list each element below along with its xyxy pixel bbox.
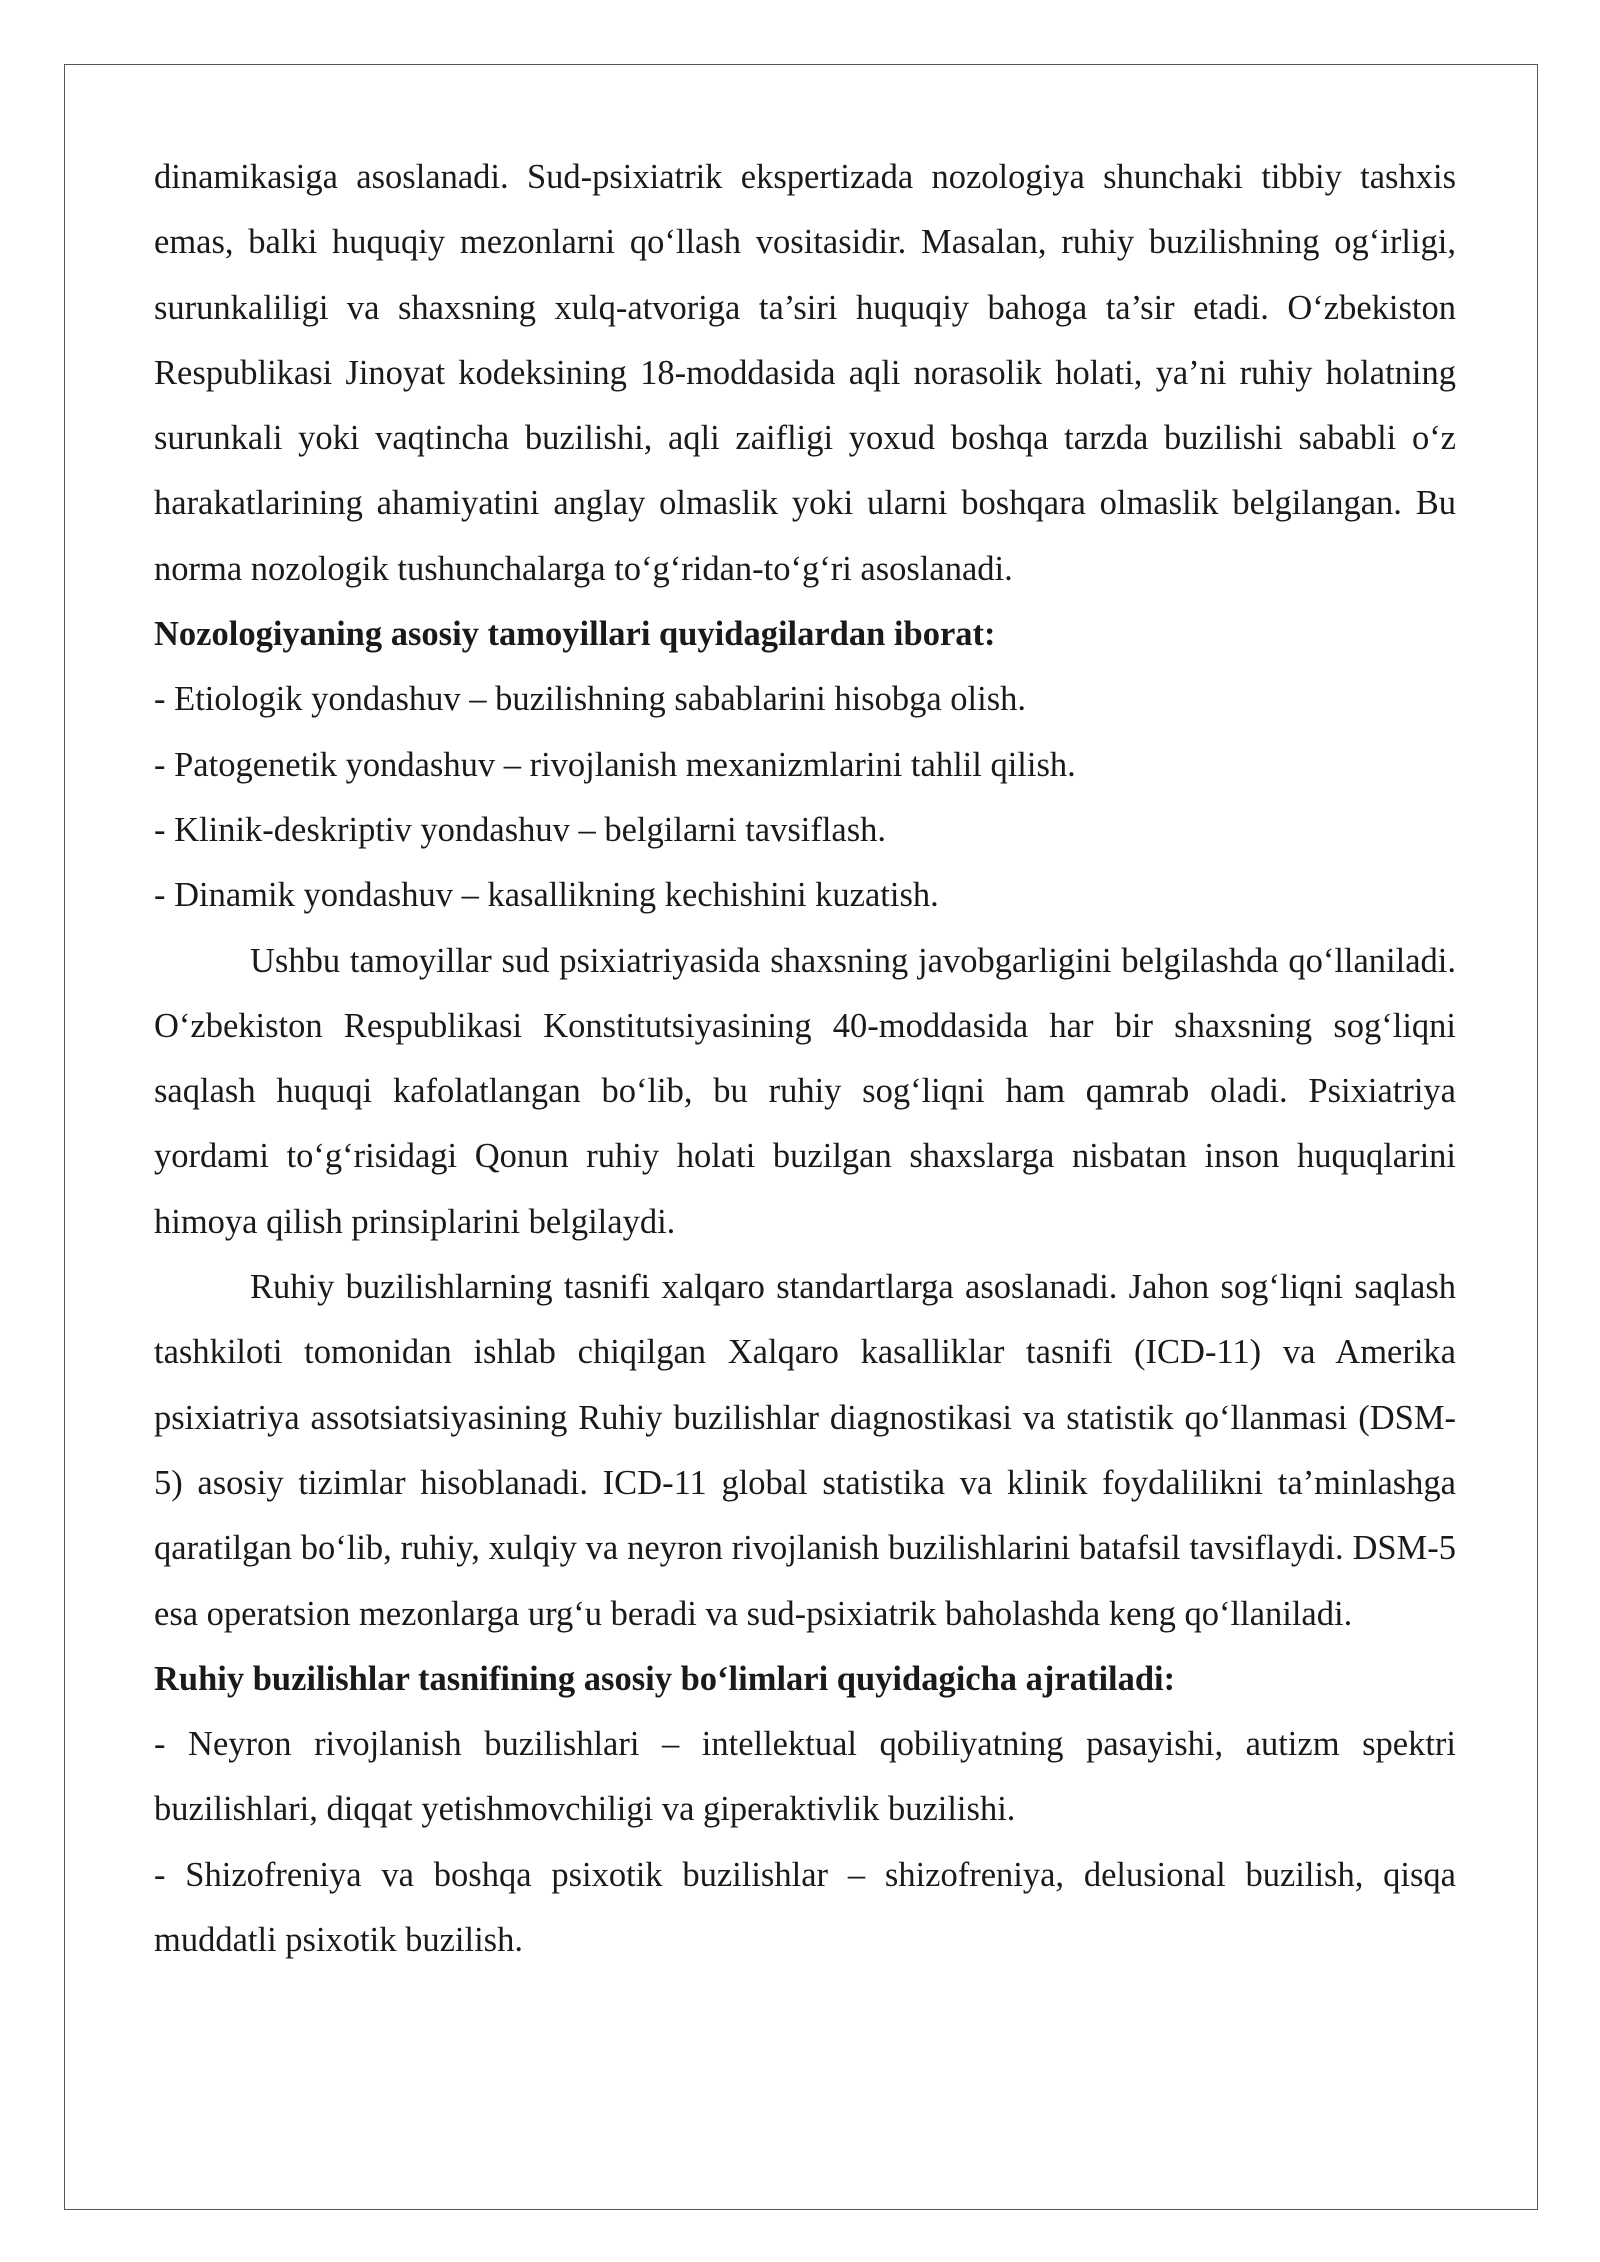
list-item: - Klinik-deskriptiv yondashuv – belgilarni tavsiflash. <box>154 810 887 849</box>
paragraph-nozologiya-legal: dinamikasiga asoslanadi. Sud-psixiatrik ekspertizada nozologiya shunchaki tibbiy tashxis emas, balki huquqiy mezonlarni qo‘llash vositasidir. Masalan, ruhiy buzilishning og‘irligi, surunkaliligi va shaxsning xulq-atvoriga ta’siri huquqiy bahoga ta’sir etadi. O‘zbekiston Respublikasi Jinoyat kodeksining 18-moddasida aqli norasolik holati, ya’ni ruhiy holatning surunkali yoki vaqtincha buzilishi, aqli zaifligi yoxud boshqa tarzda buzilishi sababli o‘z harakatlarining ahamiyatini anglay olmaslik yoki ularni boshqara olmaslik belgilangan. Bu norma nozologik tushunchalarga to‘g‘ridan-to‘g‘ri asoslanadi. <box>154 158 1456 588</box>
heading-nozologiya-principles: Nozologiyaning asosiy tamoyillari quyidagilardan iborat: <box>154 615 996 654</box>
list-item: - Dinamik yondashuv – kasallikning kechishini kuzatish. <box>154 876 939 915</box>
document-body <box>154 145 1456 1973</box>
list-item: - Neyron rivojlanish buzilishlari – intellektual qobiliyatning pasayishi, autizm spektri buzilishlari, diqqat yetishmovchiligi va giperaktivlik buzilishi. <box>154 1725 1456 1829</box>
heading-classification-sections: Ruhiy buzilishlar tasnifining asosiy bo‘limlari quyidagicha ajratiladi: <box>154 1659 1176 1698</box>
list-item: - Patogenetik yondashuv – rivojlanish mexanizmlarini tahlil qilish. <box>154 745 1076 784</box>
paragraph-classification: Ruhiy buzilishlarning tasnifi xalqaro standartlarga asoslanadi. Jahon sog‘liqni saqlash tashkiloti tomonidan ishlab chiqilgan Xalqaro kasalliklar tasnifi (ICD-11) va Amerika psixiatriya assotsiatsiyasining Ruhiy buzilishlar diagnostikasi va statistik qo‘llanmasi (DSM-5) asosiy tizimlar hisoblanadi. ICD-11 global statistika va klinik foydalilikni ta’minlashga qaratilgan bo‘lib, ruhiy, xulqiy va neyron rivojlanish buzilishlarini batafsil tavsiflaydi. DSM-5 esa operatsion mezonlarga urg‘u beradi va sud-psixiatrik baholashda keng qo‘llaniladi. <box>154 1268 1456 1633</box>
list-item: - Shizofreniya va boshqa psixotik buzilishlar – shizofreniya, delusional buzilish, qisqa muddatli psixotik buzilish. <box>154 1855 1456 1960</box>
paragraph-principles-usage: Ushbu tamoyillar sud psixiatriyasida shaxsning javobgarligini belgilashda qo‘llaniladi. O‘zbekiston Respublikasi Konstitutsiyasining 40-moddasida har bir shaxsning sog‘liqni saqlash huquqi kafolatlangan bo‘lib, bu ruhiy sog‘liqni ham qamrab oladi. Psixiatriya yordami to‘g‘risidagi Qonun ruhiy holati buzilgan shaxslarga nisbatan inson huquqlarini himoya qilish prinsiplarini belgilaydi. <box>154 941 1456 1241</box>
list-item: - Etiologik yondashuv – buzilishning sabablarini hisobga olish. <box>154 680 1027 719</box>
